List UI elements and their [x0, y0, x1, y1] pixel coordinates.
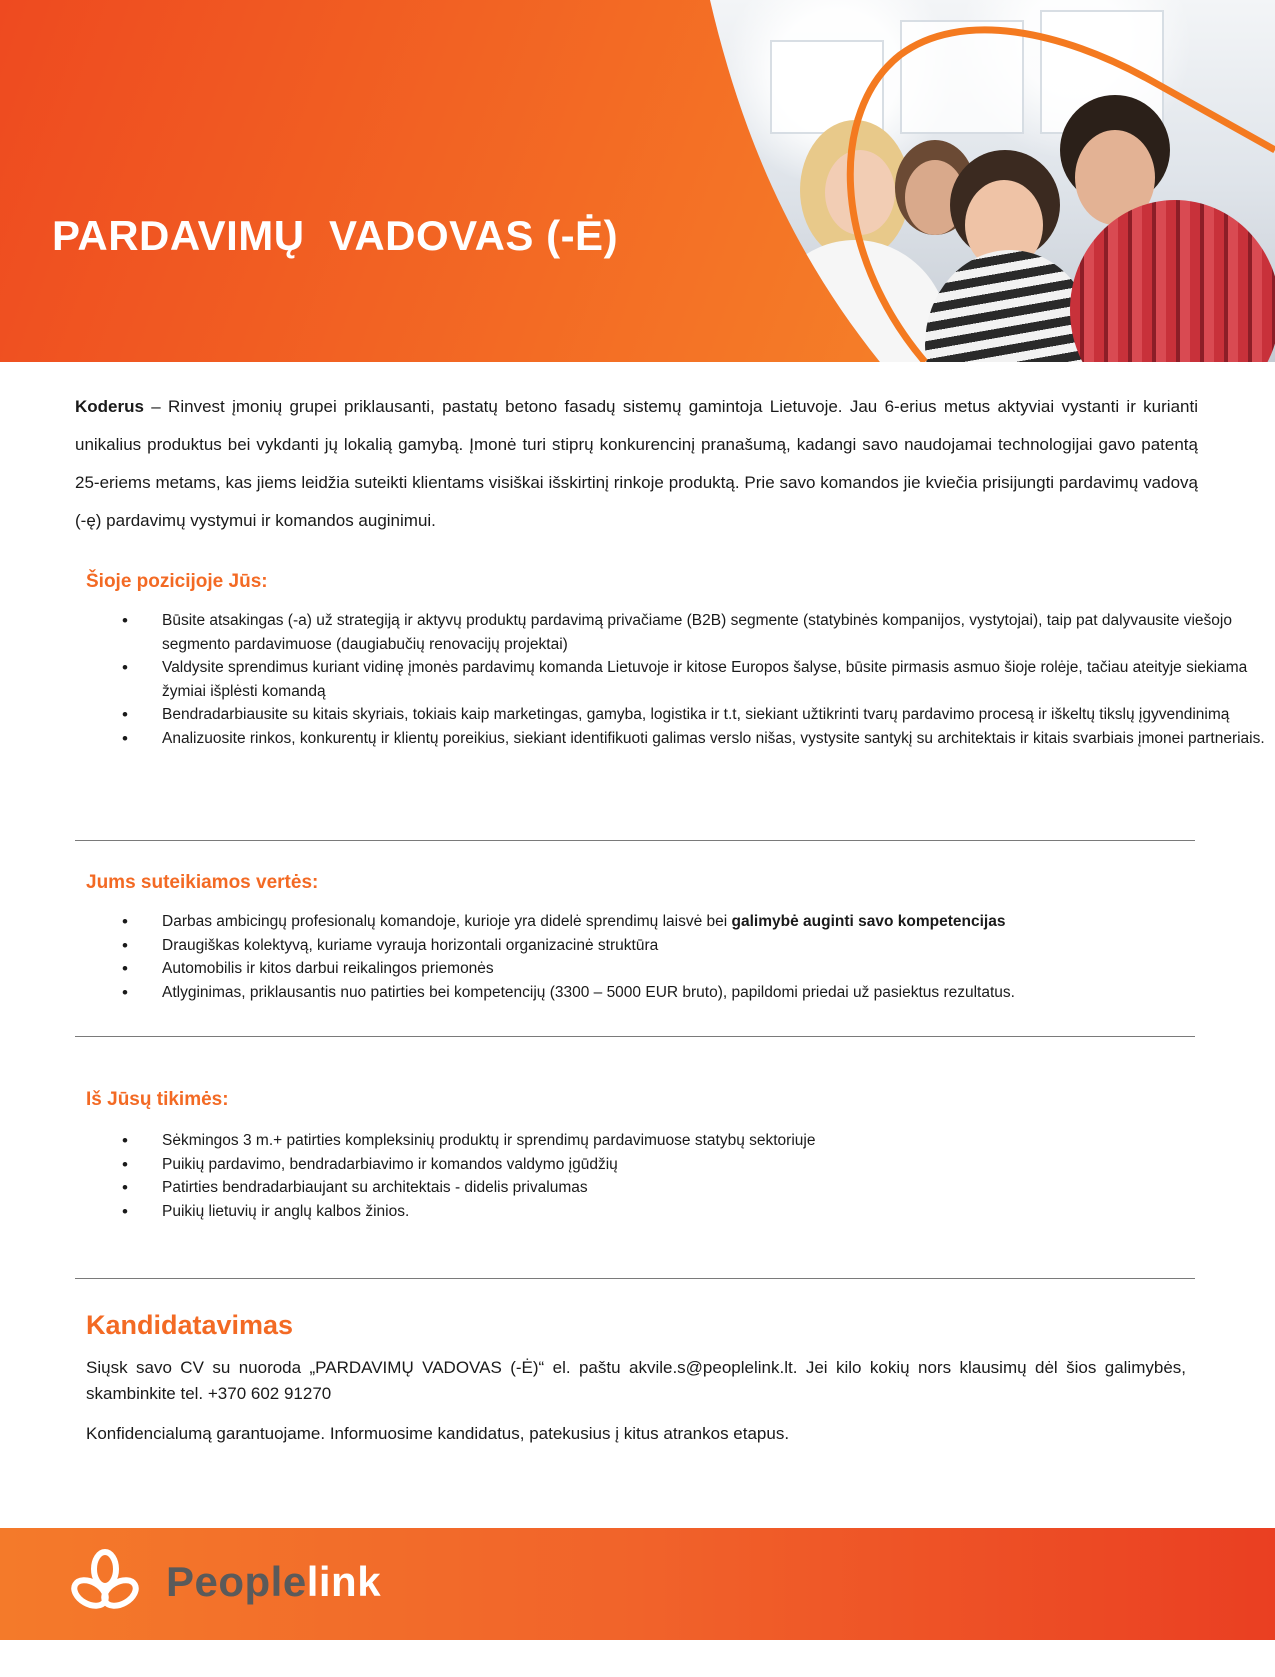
section-heading-position: Šioje pozicijoje Jūs:	[86, 571, 268, 592]
list-item: • Bendradarbiausite su kitais skyriais, tokiais kaip marketingas, gamyba, logistika ir t.t, siekiant užtikrinti tvarų pardavimo procesą ir iškeltų tikslų įgyvendinimą	[162, 703, 1272, 727]
section-heading-expectations: Iš Jūsų tikimės:	[86, 1089, 229, 1110]
intro-paragraph	[75, 388, 1198, 540]
expectations-list	[86, 1129, 1272, 1223]
list-item-bold: galimybė auginti savo kompetencijas	[731, 913, 1006, 930]
candidacy-instructions: Siųsk savo CV su nuoroda „PARDAVIMŲ VADOVAS (-Ė)“ el. paštu akvile.s@peoplelink.lt. Jei kilo kokių nors klausimų dėl šios galimybės, skambinkite tel. +370 602 91270	[86, 1358, 1186, 1403]
list-item	[162, 910, 1272, 934]
list-item: • Draugiškas kolektyvą, kuriame vyrauja horizontali organizacinė struktūra	[162, 934, 1272, 958]
list-item-text: Darbas ambicingų profesionalų komandoje, kurioje yra didelė sprendimų laisvė bei	[162, 913, 732, 930]
list-item: • Puikių pardavimo, bendradarbiavimo ir komandos valdymo įgūdžių	[162, 1153, 1272, 1177]
confidentiality-note: Konfidencialumą garantuojame. Informuosime kandidatus, patekusius į kitus atrankos etapus.	[86, 1424, 790, 1443]
divider	[75, 1036, 1195, 1037]
list-item: • Būsite atsakingas (-a) už strategiją ir aktyvų produktų pardavimą privačiame (B2B) segmente (statybinės kompanijos, vystytojai), taip pat dalyvausite viešojo segmento pardavimuose (daugiabučių renovacijų projektai)	[162, 609, 1272, 656]
header-banner	[0, 0, 1275, 362]
company-name: Koderus	[75, 397, 144, 416]
person-body	[760, 240, 950, 362]
list-item: • Patirties bendradarbiaujant su architektais - didelis privalumas	[162, 1176, 1272, 1200]
list-item: • Automobilis ir kitos darbui reikalingos priemonės	[162, 957, 1272, 981]
photo-window	[900, 20, 1024, 134]
list-item: • Atlyginimas, priklausantis nuo patirties bei kompetencijų (3300 – 5000 EUR bruto), papildomi priedai už pasiektus rezultatus.	[162, 981, 1272, 1005]
peoplelink-logo-icon	[70, 1547, 140, 1617]
section-heading-values: Jums suteikiamos vertės:	[86, 872, 319, 893]
values-list	[86, 910, 1272, 1004]
list-item: • Valdysite sprendimus kuriant vidinę įmonės pardavimų komanda Lietuvoje ir kitose Europos šalyse, būsite pirmasis asmuo šioje rolėje, tačiau ateityje siekiama žymiai išplėsti komandą	[162, 656, 1272, 703]
peoplelink-logo	[166, 1558, 381, 1606]
person-face	[825, 150, 895, 235]
divider	[75, 1278, 1195, 1279]
intro-text: – Rinvest įmonių grupei priklausanti, pastatų betono fasadų sistemų gamintoja Lietuvoje. Jau 6-erius metus aktyviai vystanti ir kurianti unikalius produktus bei vykdanti jų lokalią gamybą. Įmonė turi stiprų konkurencinį pranašumą, kadangi savo naudojamai technologijai gavo patentą 25-eriems metams, kas jiems leidžia suteikti klientams visiškai išskirtinį rinkoje produktą. Prie savo komandos jie kviečia prisijungti pardavimų vadovą (-ę) pardavimų vystymui ir komandos auginimui.	[75, 397, 1198, 530]
team-photo	[650, 0, 1275, 362]
photo-window	[770, 40, 884, 134]
logo-part-link: link	[306, 1558, 382, 1605]
list-item: • Sėkmingos 3 m.+ patirties kompleksinių produktų ir sprendimų pardavimuose statybų sektoriuje	[162, 1129, 1272, 1153]
page-title: PARDAVIMŲ VADOVAS (-Ė)	[52, 212, 619, 259]
list-item: • Analizuosite rinkos, konkurentų ir klientų poreikius, siekiant identifikuoti galimas verslo nišas, vystysite santykį su architektais ir kitais svarbiais įmonei partneriais.	[162, 727, 1272, 751]
candidacy-heading: Kandidatavimas	[86, 1310, 294, 1340]
list-item: • Puikių lietuvių ir anglų kalbos žinios.	[162, 1200, 1272, 1224]
divider	[75, 840, 1195, 841]
logo-part-people: People	[166, 1558, 307, 1605]
position-list	[86, 609, 1272, 750]
person-plaid-shirt	[1070, 200, 1275, 362]
